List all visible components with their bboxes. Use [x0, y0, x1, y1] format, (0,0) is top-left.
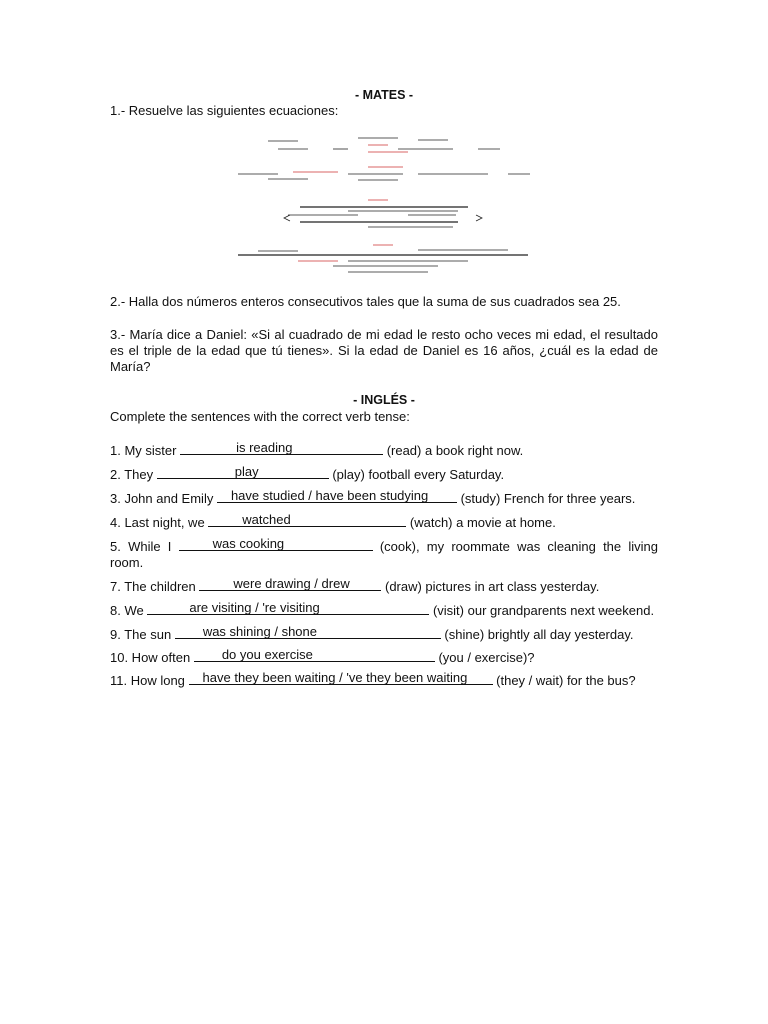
sentence-11-end: (they / wait) for the bus? [492, 673, 636, 688]
sentence-4-answer: watched [242, 512, 291, 527]
sentence-10-start: 10. How often [110, 650, 194, 665]
sentence-1 [110, 441, 658, 459]
sentence-9-start: 9. The sun [110, 627, 175, 642]
sentence-11 [110, 671, 658, 689]
sentence-11-start: 11. How long [110, 673, 189, 688]
maths-heading: - MATES - [354, 88, 414, 102]
sentence-5-answer: was cooking [212, 536, 285, 551]
sentence-7 [110, 577, 658, 595]
sentence-2-end: (play) football every Saturday. [328, 467, 505, 482]
sentence-2 [110, 465, 658, 483]
sentence-4-end: (watch) a movie at home. [406, 515, 556, 530]
sentence-1-start: 1. My sister [110, 443, 181, 458]
sentence-7-blank [199, 577, 381, 591]
sentence-5 [110, 537, 658, 571]
sentence-3-start: 3. John and Emily [110, 491, 217, 506]
sentence-3 [110, 489, 658, 507]
maths-question-3-line-2: es el triple de la edad que tú tienes». Si la edad de Daniel es 16 años, ¿cuál es la edad de [110, 343, 658, 358]
sentence-5-blank [179, 537, 373, 551]
sentence-5-line-2: room. [110, 555, 144, 570]
sentence-11-answer: have they been waiting / 've they been waiting [202, 670, 468, 685]
sentence-5-start: 5. While I [110, 539, 179, 554]
sentence-9-end: (shine) brightly all day yesterday. [440, 627, 634, 642]
equations-image [238, 130, 530, 275]
sentence-9 [110, 625, 658, 643]
sentence-1-end: (read) a book right now. [383, 443, 524, 458]
sentence-5-end: (cook), my roommate was cleaning the living [372, 539, 658, 554]
sentence-3-answer: have studied / have been studying [230, 488, 429, 503]
sentence-10-blank [194, 648, 435, 662]
sentence-10-answer: do you exercise [221, 647, 313, 662]
sentence-10 [110, 648, 658, 666]
sentence-11-blank [189, 671, 493, 685]
sentence-8-blank [147, 601, 429, 615]
sentence-4 [110, 513, 658, 531]
sentence-3-end: (study) French for three years. [456, 491, 636, 506]
sentence-10-end: (you / exercise)? [434, 650, 535, 665]
sentence-8 [110, 601, 658, 619]
sentence-9-blank [175, 625, 441, 639]
sentence-2-blank [157, 465, 329, 479]
sentence-3-blank [217, 489, 457, 503]
sentence-8-answer: are visiting / 're visiting [189, 600, 320, 615]
sentence-7-answer: were drawing / drew [233, 576, 350, 591]
sentence-8-end: (visit) our grandparents next weekend. [429, 603, 655, 618]
sentence-5-line-1 [110, 537, 658, 555]
sentence-8-start: 8. We [110, 603, 148, 618]
sentence-1-blank [180, 441, 383, 455]
sentence-1-answer: is reading [236, 440, 293, 455]
sentence-7-end: (draw) pictures in art class yesterday. [381, 579, 600, 594]
maths-question-3-line-1: 3.- María dice a Daniel: «Si al cuadrado de mi edad le resto ocho veces mi edad, el resultado [110, 327, 658, 342]
maths-question-1: 1.- Resuelve las siguientes ecuaciones: [110, 103, 339, 118]
sentence-9-answer: was shining / shone [202, 624, 317, 639]
maths-question-3 [110, 327, 658, 375]
english-heading: - INGLÉS - [353, 393, 415, 407]
english-instruction: Complete the sentences with the correct verb tense: [110, 409, 410, 424]
sentence-4-blank [208, 513, 406, 527]
maths-question-3-line-3: María? [110, 359, 151, 374]
sentence-2-start: 2. They [110, 467, 157, 482]
sentence-4-start: 4. Last night, we [110, 515, 209, 530]
maths-question-2: 2.- Halla dos números enteros consecutivos tales que la suma de sus cuadrados sea 25. [110, 294, 621, 309]
sentence-2-answer: play [234, 464, 259, 479]
sentence-7-start: 7. The children [110, 579, 200, 594]
